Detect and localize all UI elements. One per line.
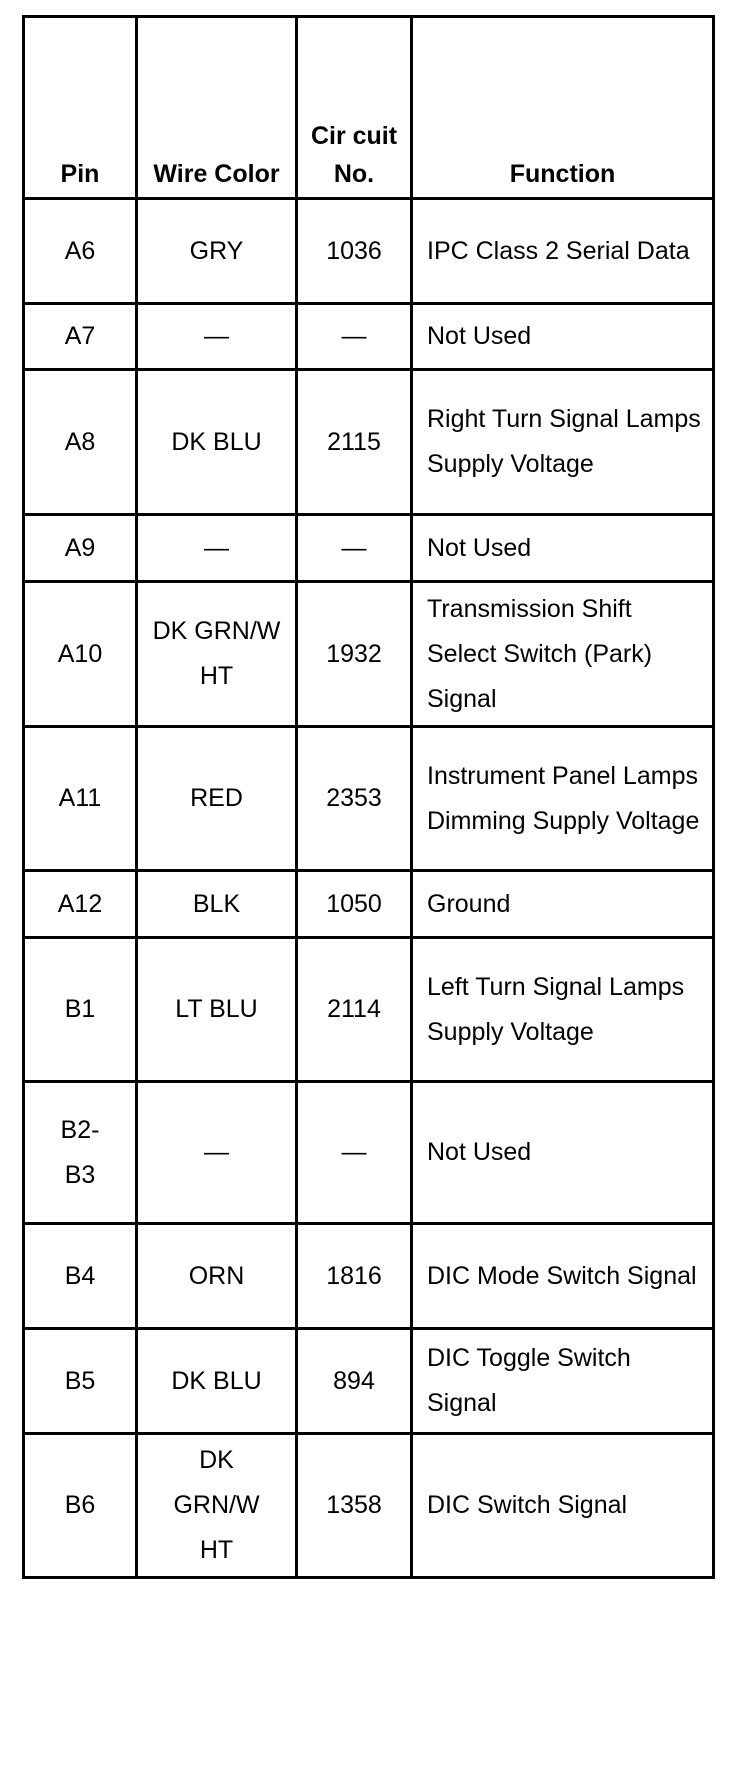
function-cell: Not Used [412, 1082, 714, 1224]
wire-color-cell: DK BLU [137, 370, 297, 515]
wire-color-cell: GRY [137, 199, 297, 304]
table-body [24, 199, 714, 1578]
table-row [24, 1224, 714, 1329]
table-row [24, 1329, 714, 1434]
table-row [24, 727, 714, 871]
pin-cell: A11 [24, 727, 137, 871]
pin-cell: A9 [24, 515, 137, 582]
pin-cell: A6 [24, 199, 137, 304]
pin-cell: B6 [24, 1434, 137, 1578]
circuit-cell: 1358 [297, 1434, 412, 1578]
table-row [24, 1082, 714, 1224]
function-cell: DIC Toggle Switch Signal [412, 1329, 714, 1434]
function-cell: DIC Switch Signal [412, 1434, 714, 1578]
circuit-cell: 1050 [297, 871, 412, 938]
circuit-cell: 894 [297, 1329, 412, 1434]
pin-cell: B1 [24, 938, 137, 1082]
function-cell: Left Turn Signal Lamps Supply Voltage [412, 938, 714, 1082]
wire-color-cell: LT BLU [137, 938, 297, 1082]
wire-color-cell: DK GRN/W HT [137, 1434, 297, 1578]
wire-color-cell: — [137, 1082, 297, 1224]
header-wire-color: Wire Color [137, 17, 297, 199]
function-cell: Not Used [412, 304, 714, 370]
circuit-cell: 1816 [297, 1224, 412, 1329]
header-function: Function [412, 17, 714, 199]
pin-cell: B5 [24, 1329, 137, 1434]
circuit-cell: 2114 [297, 938, 412, 1082]
pin-cell: A12 [24, 871, 137, 938]
wire-color-cell: — [137, 304, 297, 370]
function-cell: Transmission Shift Select Switch (Park) Signal [412, 582, 714, 727]
function-cell: DIC Mode Switch Signal [412, 1224, 714, 1329]
wire-color-cell: BLK [137, 871, 297, 938]
connector-pinout-table [22, 15, 715, 1579]
wire-color-cell: ORN [137, 1224, 297, 1329]
pin-cell: A7 [24, 304, 137, 370]
table-row [24, 370, 714, 515]
table-row [24, 515, 714, 582]
circuit-cell: — [297, 304, 412, 370]
pin-cell: A10 [24, 582, 137, 727]
circuit-cell: 1932 [297, 582, 412, 727]
function-cell: Instrument Panel Lamps Dimming Supply Voltage [412, 727, 714, 871]
table-row [24, 938, 714, 1082]
wire-color-cell: DK GRN/W HT [137, 582, 297, 727]
function-cell: Not Used [412, 515, 714, 582]
table-row [24, 871, 714, 938]
pin-cell: B4 [24, 1224, 137, 1329]
header-row [24, 17, 714, 199]
header-circuit-no: Cir cuit No. [297, 17, 412, 199]
table-row [24, 582, 714, 727]
circuit-cell: 2115 [297, 370, 412, 515]
pin-cell: B2-B3 [24, 1082, 137, 1224]
wire-color-cell: DK BLU [137, 1329, 297, 1434]
wire-color-cell: — [137, 515, 297, 582]
function-cell: Right Turn Signal Lamps Supply Voltage [412, 370, 714, 515]
table-row [24, 199, 714, 304]
table-row [24, 304, 714, 370]
circuit-cell: — [297, 515, 412, 582]
circuit-cell: 1036 [297, 199, 412, 304]
circuit-cell: 2353 [297, 727, 412, 871]
function-cell: IPC Class 2 Serial Data [412, 199, 714, 304]
header-pin: Pin [24, 17, 137, 199]
table-header [24, 17, 714, 199]
table-row [24, 1434, 714, 1578]
circuit-cell: — [297, 1082, 412, 1224]
pin-cell: A8 [24, 370, 137, 515]
function-cell: Ground [412, 871, 714, 938]
wire-color-cell: RED [137, 727, 297, 871]
